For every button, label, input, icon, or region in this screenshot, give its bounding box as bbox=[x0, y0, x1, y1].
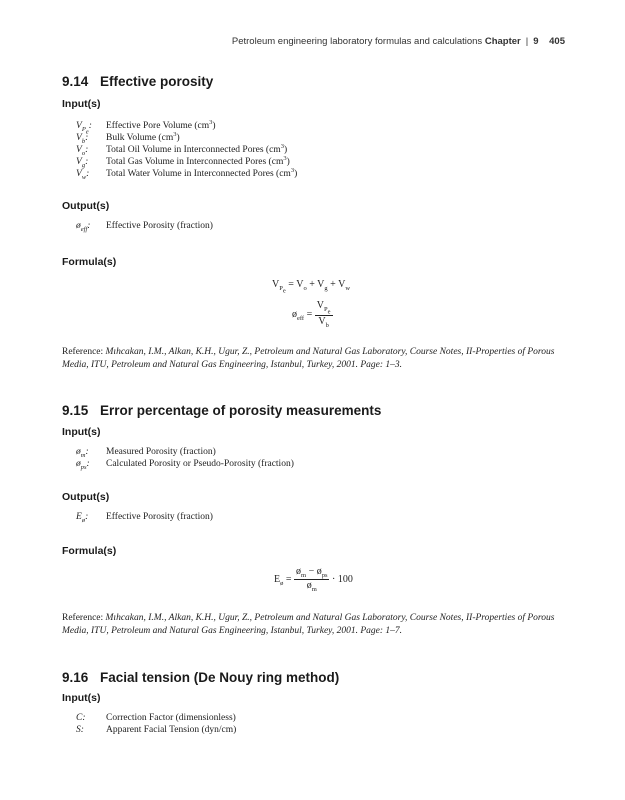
input-variable: $V_w$: Total Water Volume in Interconnected Pores $(cm^3)$ bbox=[76, 167, 298, 182]
equation-pore-volume-sum: $V_{P_e} = V_o + V_g + V_w$ bbox=[272, 279, 351, 295]
section-heading-9-15 bbox=[62, 403, 381, 418]
running-header-title: Petroleum engineering laboratory formulas and calculations bbox=[231, 36, 483, 47]
chapter-number: 9 bbox=[533, 36, 539, 47]
section-number: 9.14 bbox=[62, 74, 89, 89]
chapter-label: Chapter bbox=[484, 36, 521, 47]
reference-9-14: Reference: Mıhcakan, I.M., Alkan, K.H., Ugur, Z., Petroleum and Natural Gas Laboratory, Course Notes, II-Properties of Porous Media, ITU, Petroleum and Natural Gas Engineering, Istanbul, Turkey, 2001. Page: 1–3. bbox=[62, 347, 555, 370]
input-variable: $V_b$: Bulk Volume $(cm^3)$ bbox=[76, 131, 180, 146]
header-separator: | bbox=[525, 36, 529, 47]
input-variable: $ø_m$: Measured Porosity (fraction) bbox=[76, 447, 216, 459]
running-header bbox=[232, 36, 565, 47]
input-variable: S: Apparent Facial Tension (dyn/cm) bbox=[76, 725, 237, 735]
output-variable: $ø_{eff}$: Effective Porosity (fraction) bbox=[76, 221, 213, 233]
section-title: Facial tension (De Nouy ring method) bbox=[100, 670, 340, 685]
equation-error-percentage: $E_ø$ = $\frac{ø_m - ø_{ps}}{ø_m}$ · 100 bbox=[274, 566, 353, 593]
inputs-heading: Input(s) bbox=[62, 426, 101, 438]
section-number: 9.16 bbox=[62, 670, 89, 685]
section-heading-9-14 bbox=[62, 74, 213, 89]
formula-heading: Formula(s) bbox=[62, 256, 117, 268]
equation-effective-porosity: $ø_{eff}$ = $\frac{V_{P_e}}{V_b}$ bbox=[292, 300, 331, 330]
outputs-heading: Output(s) bbox=[62, 200, 110, 212]
input-variable: $ø_{ps}$: Calculated Porosity or Pseudo-Porosity (fraction) bbox=[76, 459, 294, 471]
section-title: Error percentage of porosity measurements bbox=[100, 403, 382, 418]
input-variable: $V_g$: Total Gas Volume in Interconnected Pores $(cm^3)$ bbox=[76, 155, 290, 170]
inputs-heading: Input(s) bbox=[62, 98, 101, 110]
reference-9-15: Reference: Mıhcakan, I.M., Alkan, K.H., Ugur, Z., Petroleum and Natural Gas Laboratory, Course Notes, II-Properties of Porous Media, ITU, Petroleum and Natural Gas Engineering, Istanbul, Turkey, 2001. Page: 1–7. bbox=[62, 613, 555, 636]
input-variable: $V_o$: Total Oil Volume in Interconnected Pores $(cm^3)$ bbox=[76, 143, 288, 158]
section-title: Effective porosity bbox=[100, 74, 214, 89]
inputs-heading: Input(s) bbox=[62, 692, 101, 704]
section-heading-9-16 bbox=[62, 670, 339, 685]
input-variable: $V_{P_e}$: Effective Pore Volume $(cm^3)$ bbox=[76, 119, 216, 136]
formula-heading: Formula(s) bbox=[62, 545, 117, 557]
input-variable: C: Correction Factor (dimensionless) bbox=[76, 713, 236, 723]
output-variable: $E_ø$: Effective Porosity (fraction) bbox=[76, 512, 213, 524]
page-number: 405 bbox=[549, 36, 565, 47]
outputs-heading: Output(s) bbox=[62, 491, 110, 503]
section-number: 9.15 bbox=[62, 403, 89, 418]
